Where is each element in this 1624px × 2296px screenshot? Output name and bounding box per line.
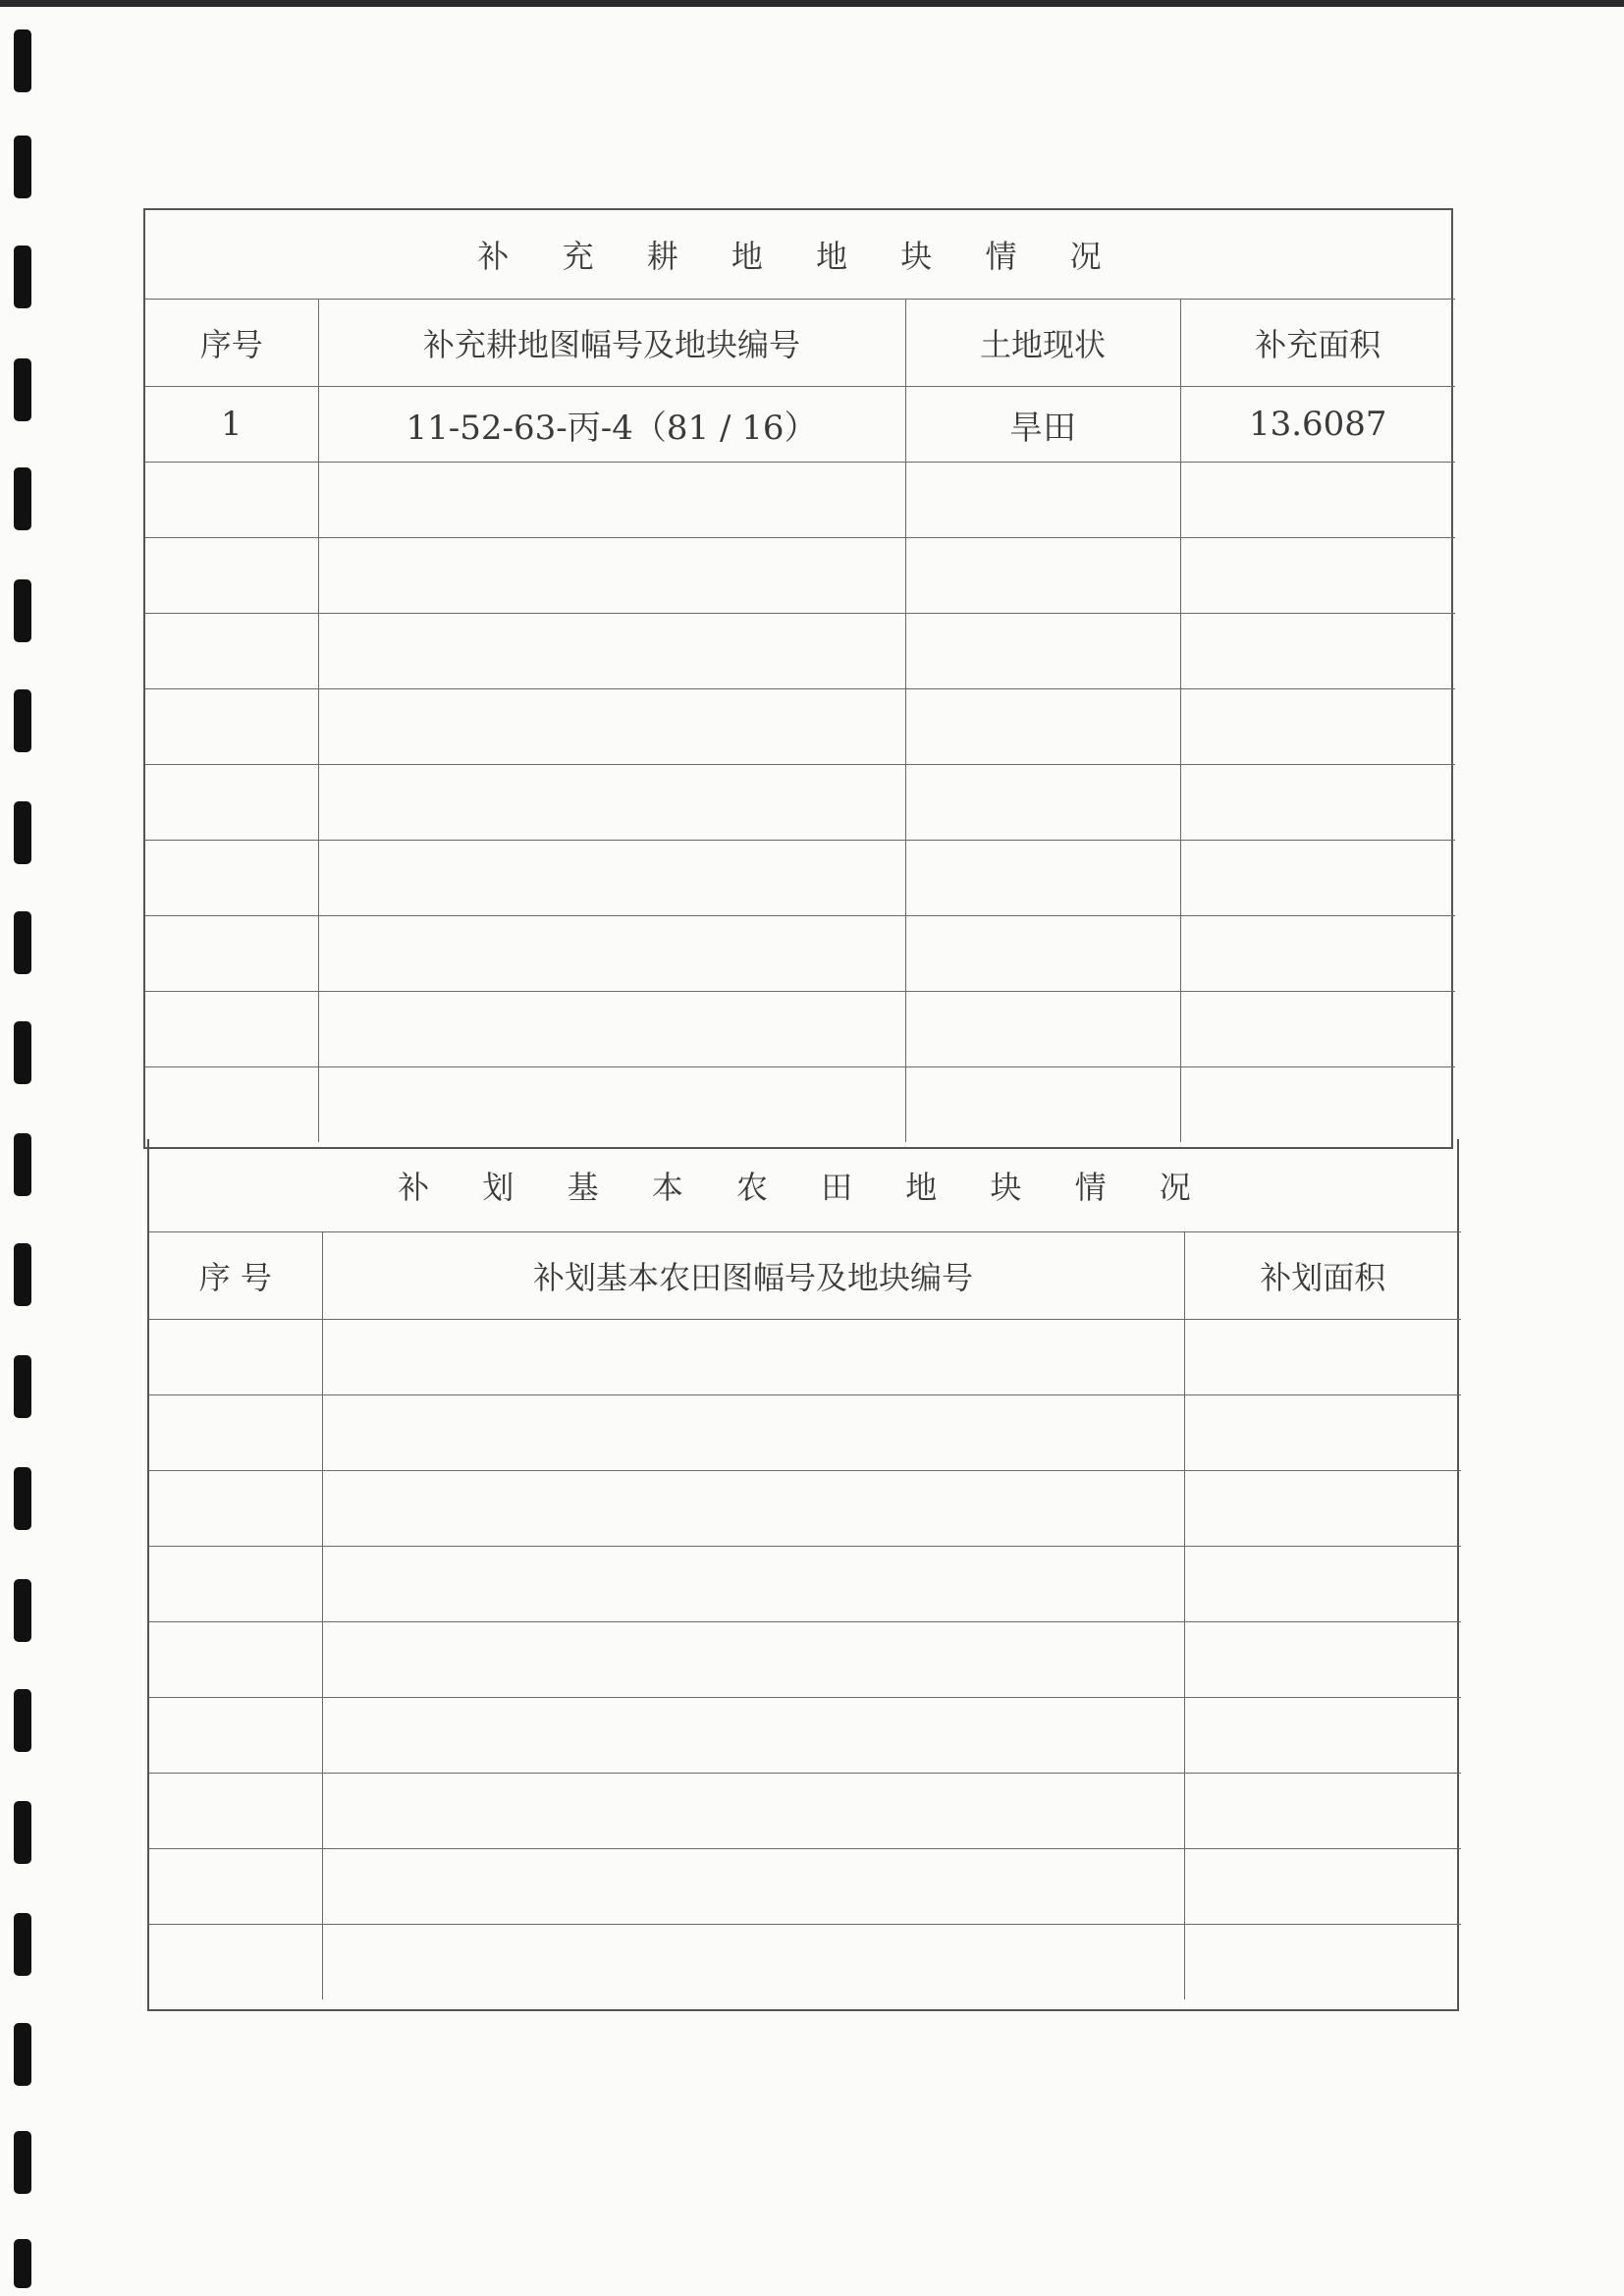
supplementary-farmland-table xyxy=(143,208,1453,1149)
table1-cell-index: 1 xyxy=(145,387,318,463)
table1-cell-land-status: 旱田 xyxy=(905,387,1180,463)
table-row xyxy=(149,1698,1461,1774)
table-row xyxy=(145,689,1455,765)
page-top-edge xyxy=(0,0,1624,7)
table-row xyxy=(145,538,1455,614)
table2-header-index: 序 号 xyxy=(149,1232,322,1320)
table1-header-area: 补充面积 xyxy=(1180,300,1455,387)
table-row xyxy=(149,1925,1461,2000)
basic-farmland-table xyxy=(147,1139,1459,2011)
table-row xyxy=(149,1774,1461,1849)
table-row xyxy=(149,1622,1461,1698)
table2-header-area: 补划面积 xyxy=(1184,1232,1461,1320)
table-row xyxy=(145,841,1455,916)
table1-header-land-status: 土地现状 xyxy=(905,300,1180,387)
table2-title: 补 划 基 本 农 田 地 块 情 况 xyxy=(149,1139,1461,1232)
table-row xyxy=(149,1849,1461,1925)
table-row xyxy=(149,1320,1461,1395)
binding-holes xyxy=(14,29,53,2288)
table1-header-index: 序号 xyxy=(145,300,318,387)
table-row xyxy=(145,1067,1455,1143)
table1-title: 补 充 耕 地 地 块 情 况 xyxy=(145,210,1455,300)
table1-header-map-number: 补充耕地图幅号及地块编号 xyxy=(318,300,905,387)
table-row xyxy=(145,463,1455,538)
table2-header-map-number: 补划基本农田图幅号及地块编号 xyxy=(322,1232,1184,1320)
table-row xyxy=(145,765,1455,841)
table-row xyxy=(145,614,1455,689)
table-row xyxy=(149,1547,1461,1622)
table-row xyxy=(145,992,1455,1067)
table-row xyxy=(149,1395,1461,1471)
table1-cell-map-number: 11-52-63-丙-4（81 / 16） xyxy=(318,387,905,463)
table1-cell-area: 13.6087 xyxy=(1180,387,1455,463)
table-row xyxy=(145,916,1455,992)
table-row xyxy=(149,1471,1461,1547)
